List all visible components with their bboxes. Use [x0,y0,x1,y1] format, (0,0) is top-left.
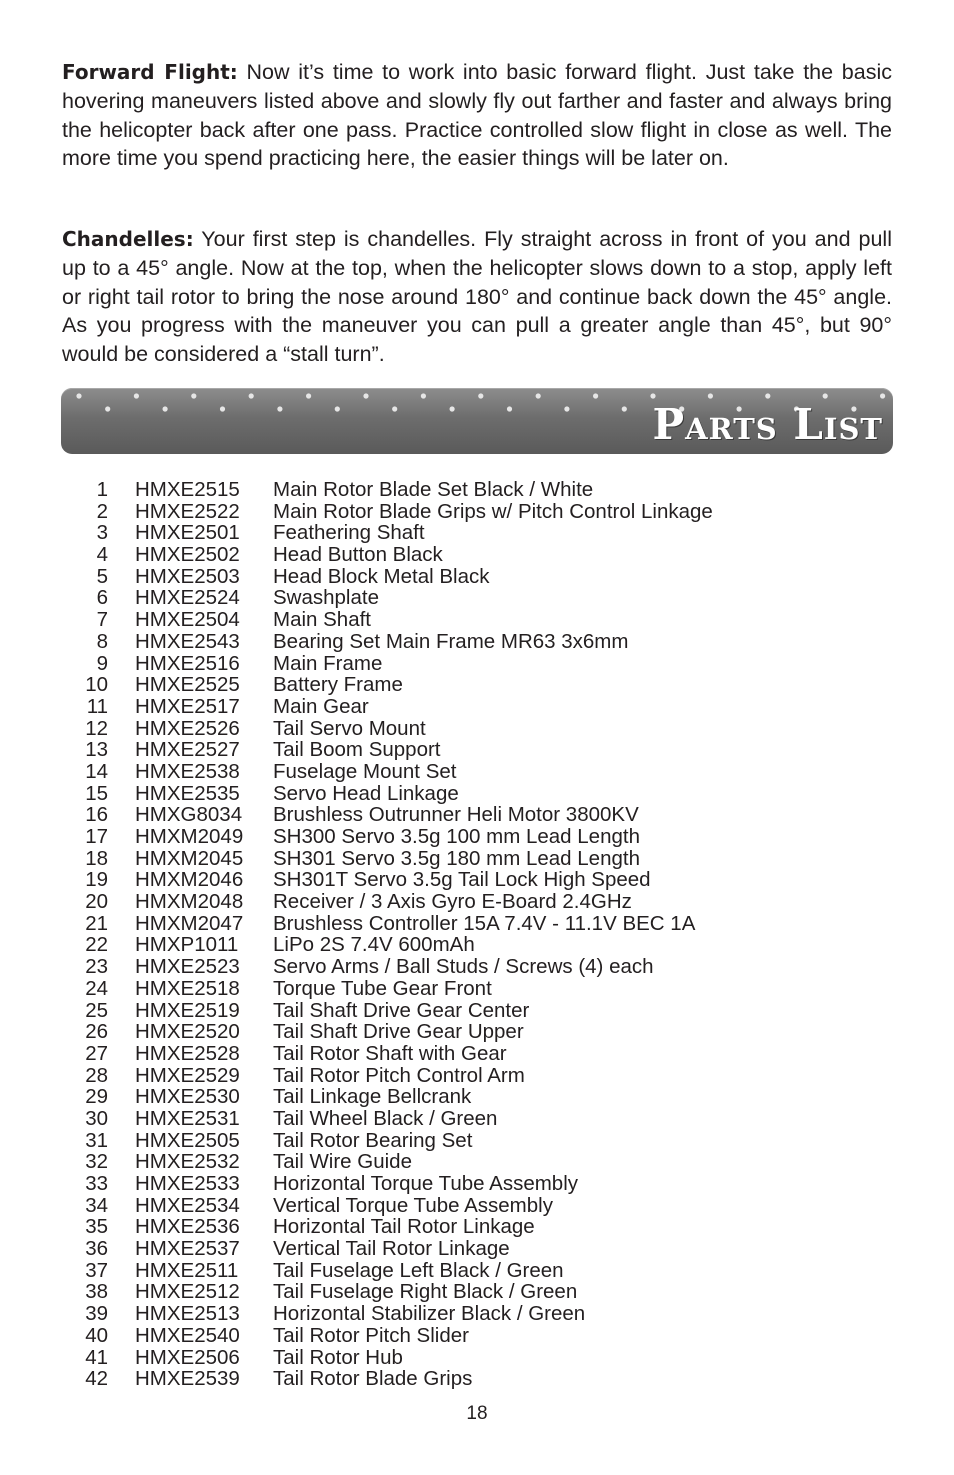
part-description: Main Shaft [273,608,371,632]
parts-row [0,566,954,588]
parts-row [0,1281,954,1303]
part-description: Tail Fuselage Right Black / Green [273,1280,578,1304]
part-description: Horizontal Stabilizer Black / Green [273,1302,586,1326]
part-code: HMXE2527 [135,738,240,762]
part-description: Tail Rotor Pitch Control Arm [273,1063,525,1087]
part-code: HMXE2518 [135,976,240,1000]
part-code: HMXE2511 [135,1258,239,1282]
parts-row [0,1151,954,1173]
part-code: HMXE2516 [135,651,240,675]
parts-row [0,826,954,848]
part-code: HMXE2502 [135,543,240,567]
part-code: HMXE2517 [135,694,240,718]
parts-row [0,848,954,870]
part-code: HMXE2529 [135,1063,240,1087]
parts-row [0,1086,954,1108]
part-number: 9 [96,651,108,675]
part-number: 18 [85,846,108,870]
parts-list-title: Parts List [652,400,883,449]
parts-row [0,1043,954,1065]
part-code: HMXE2536 [135,1215,240,1239]
part-number: 20 [85,890,108,914]
part-code: HMXM2045 [135,846,244,870]
part-description: Tail Linkage Bellcrank [273,1085,472,1109]
part-description: Tail Boom Support [273,738,441,762]
part-description: Vertical Tail Rotor Linkage [273,1237,510,1261]
part-code: HMXE2525 [135,673,240,697]
part-code: HMXE2528 [135,1041,240,1065]
rivet-dot [421,393,426,398]
part-code: HMXE2503 [135,564,240,588]
part-description: Servo Arms / Ball Studs / Screws (4) each [273,955,654,979]
part-number: 8 [96,629,108,653]
rivet-dot [880,393,885,398]
parts-row [0,1021,954,1043]
part-number: 16 [85,803,108,827]
part-code: HMXE2522 [135,499,240,523]
part-number: 25 [85,998,108,1022]
part-description: Horizontal Tail Rotor Linkage [273,1215,535,1239]
rivet-dot [335,406,340,411]
rivet-dot [363,393,368,398]
parts-row [0,1216,954,1238]
part-description: Head Block Metal Black [273,564,490,588]
part-code: HMXE2540 [135,1323,240,1347]
parts-row [0,1130,954,1152]
part-number: 36 [85,1237,108,1261]
part-description: Tail Shaft Drive Gear Center [273,998,530,1022]
parts-row [0,869,954,891]
rivet-dot [564,406,569,411]
rivet-dot [450,406,455,411]
parts-row [0,1368,954,1390]
parts-row [0,501,954,523]
part-number: 42 [85,1367,108,1391]
part-code: HMXE2519 [135,998,240,1022]
chandelles-heading: Chandelles: [62,227,194,251]
parts-row [0,479,954,501]
part-code: HMXE2523 [135,955,240,979]
part-number: 31 [85,1128,108,1152]
part-number: 39 [85,1302,108,1326]
part-code: HMXE2512 [135,1280,240,1304]
part-number: 32 [85,1150,108,1174]
part-code: HMXM2047 [135,911,244,935]
rivet-dot [622,406,627,411]
part-code: HMXE2535 [135,781,240,805]
part-description: Tail Wheel Black / Green [273,1106,498,1130]
parts-row [0,1000,954,1022]
chandelles-paragraph [62,225,892,369]
part-code: HMXE2501 [135,521,240,545]
forward-flight-heading: Forward Flight: [62,60,238,84]
part-code: HMXE2538 [135,759,240,783]
part-description: Swashplate [273,586,379,610]
part-description: SH300 Servo 3.5g 100 mm Lead Length [273,825,640,848]
part-description: LiPo 2S 7.4V 600mAh [273,933,475,957]
page-number: 18 [466,1403,488,1424]
part-number: 11 [86,694,108,718]
parts-row [0,718,954,740]
rivet-dot [191,393,196,398]
part-description: Brushless Outrunner Heli Motor 3800KV [273,803,639,827]
part-code: HMXE2531 [135,1106,240,1130]
part-description: Battery Frame [273,673,403,697]
part-number: 15 [85,781,108,805]
part-number: 7 [96,608,108,632]
part-code: HMXM2046 [135,868,244,892]
parts-row [0,913,954,935]
part-code: HMXE2526 [135,716,240,740]
part-code: HMXE2513 [135,1302,240,1326]
parts-row [0,674,954,696]
parts-row [0,956,954,978]
part-code: HMXE2533 [135,1172,240,1195]
part-description: Tail Shaft Drive Gear Upper [273,1020,524,1044]
part-number: 19 [85,868,108,892]
rivet-dot [277,406,282,411]
part-description: SH301 Servo 3.5g 180 mm Lead Length [273,846,640,870]
parts-row [0,1108,954,1130]
part-number: 5 [96,564,108,588]
part-number: 26 [85,1020,108,1044]
parts-row [0,1260,954,1282]
part-description: Main Frame [273,651,383,675]
part-number: 2 [96,499,108,523]
rivet-dot [105,406,110,411]
part-code: HMXM2048 [135,890,244,914]
parts-row [0,978,954,1000]
part-code: HMXE2504 [135,608,240,632]
parts-list [0,479,954,1390]
parts-row [0,1173,954,1195]
part-description: SH301T Servo 3.5g Tail Lock High Speed [273,868,651,892]
forward-flight-text: Now it’s time to work into basic forward flight. Just take the basic hovering maneuvers listed above and slowly fly out farther and faster and always bring the helicopter back after one pass. Practice controlled slow flight in close as well. The more time you spend practicing here, the easier things will be later on. [62,60,892,171]
rivet-dot [507,406,512,411]
parts-row [0,1065,954,1087]
part-number: 14 [85,759,108,783]
parts-row [0,544,954,566]
part-description: Receiver / 3 Axis Gyro E-Board 2.4GHz [273,890,632,914]
part-number: 35 [85,1215,108,1239]
part-number: 21 [85,911,108,935]
rivet-dot [708,393,713,398]
part-code: HMXE2534 [135,1193,240,1217]
rivet-dot [823,393,828,398]
part-number: 37 [85,1258,108,1282]
part-description: Brushless Controller 15A 7.4V - 11.1V BEC 1A [273,911,696,935]
part-code: HMXE2539 [135,1367,240,1391]
parts-row [0,804,954,826]
part-code: HMXG8034 [135,803,243,827]
rivet-dot [134,393,139,398]
parts-row [0,934,954,956]
part-description: Tail Rotor Blade Grips [273,1367,473,1391]
part-description: Tail Fuselage Left Black / Green [273,1258,564,1282]
parts-row [0,587,954,609]
rivet-dot [536,393,541,398]
parts-row [0,1325,954,1347]
part-number: 38 [85,1280,108,1304]
part-description: Main Rotor Blade Grips w/ Pitch Control Linkage [273,499,713,523]
part-description: Bearing Set Main Frame MR63 3x6mm [273,629,629,653]
part-description: Fuselage Mount Set [273,759,457,783]
parts-row [0,631,954,653]
part-number: 22 [85,933,108,957]
part-code: HMXE2515 [135,478,240,501]
part-number: 23 [85,955,108,979]
part-code: HMXE2506 [135,1345,240,1369]
parts-row [0,1347,954,1369]
rivet-dot [765,393,770,398]
part-number: 10 [85,673,108,697]
part-code: HMXE2532 [135,1150,240,1174]
part-number: 17 [85,825,108,848]
part-description: Main Rotor Blade Set Black / White [273,478,594,501]
part-number: 41 [85,1345,108,1369]
part-number: 3 [96,521,108,545]
part-description: Tail Servo Mount [273,716,426,740]
part-number: 6 [96,586,108,610]
part-number: 4 [96,543,108,567]
part-code: HMXE2520 [135,1020,240,1044]
part-number: 29 [85,1085,108,1109]
part-description: Horizontal Torque Tube Assembly [273,1172,579,1195]
parts-row [0,653,954,675]
part-code: HMXE2543 [135,629,240,653]
part-description: Feathering Shaft [273,521,425,545]
rivet-dot [593,393,598,398]
part-number: 12 [85,716,108,740]
parts-row [0,1303,954,1325]
part-description: Tail Rotor Hub [273,1345,403,1369]
rivet-dot [220,406,225,411]
parts-row [0,1195,954,1217]
part-number: 30 [85,1106,108,1130]
part-number: 33 [85,1172,108,1195]
part-description: Tail Wire Guide [273,1150,412,1174]
part-description: Main Gear [273,694,369,718]
part-code: HMXP1011 [135,933,239,957]
parts-row [0,783,954,805]
rivet-dot [163,406,168,411]
part-number: 40 [85,1323,108,1347]
parts-row [0,609,954,631]
parts-row [0,1238,954,1260]
parts-row [0,761,954,783]
parts-row [0,739,954,761]
part-number: 13 [85,738,108,762]
part-description: Vertical Torque Tube Assembly [273,1193,553,1217]
forward-flight-paragraph [62,58,892,173]
rivet-dot [249,393,254,398]
parts-row [0,522,954,544]
part-code: HMXE2537 [135,1237,240,1261]
part-description: Tail Rotor Shaft with Gear [273,1041,507,1065]
part-code: HMXE2505 [135,1128,240,1152]
part-number: 28 [85,1063,108,1087]
parts-list-banner [61,388,893,454]
rivet-dot [306,393,311,398]
part-code: HMXE2530 [135,1085,240,1109]
rivet-dot [76,393,81,398]
parts-row [0,696,954,718]
rivet-dot [650,393,655,398]
part-description: Tail Rotor Pitch Slider [273,1323,469,1347]
parts-row [0,891,954,913]
part-number: 27 [85,1041,108,1065]
rivet-dot [478,393,483,398]
chandelles-text: Your first step is chandelles. Fly straight across in front of you and pull up to a 45° angle. Now at the top, when the helicopter slows down to a stop, apply left or right tail rotor to bring the nose around 180° and continue back down the 45° angle. As you progress with the maneuver you can pull a greater angle than 45°, but 90° would be considered a “stall turn”. [62,227,892,367]
part-number: 24 [85,976,108,1000]
part-number: 1 [96,478,108,501]
part-code: HMXM2049 [135,825,244,848]
part-description: Tail Rotor Bearing Set [273,1128,473,1152]
part-number: 34 [85,1193,108,1217]
part-description: Torque Tube Gear Front [273,976,492,1000]
rivet-dot [392,406,397,411]
part-code: HMXE2524 [135,586,240,610]
part-description: Head Button Black [273,543,443,567]
part-description: Servo Head Linkage [273,781,459,805]
